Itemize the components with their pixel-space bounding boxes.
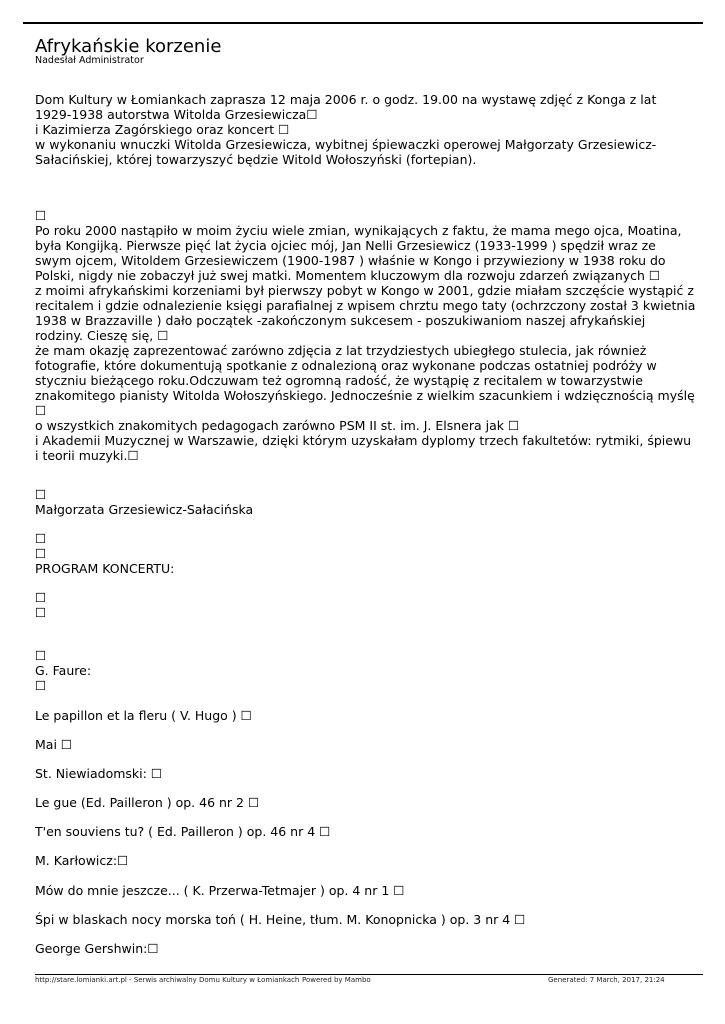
body-line: była Kongijką. Pierwsze pięć lat życia ojciec mój, Jan Nelli Grzesiewicz (1933-1999 ) spędził wraz ze [35, 238, 656, 253]
program-box: ☐ [35, 546, 47, 561]
program-box: ☐ [35, 648, 47, 663]
intro-line: w wykonaniu wnuczki Witolda Grzesiewicza, wybitnej śpiewaczki operowej Małgorzaty Grzesiewicz- [35, 137, 657, 152]
body-line: z moimi afrykańskimi korzeniami był pierwszy pobyt w Kongo w 2001, gdzie miałam szczęście wystąpić z [35, 283, 694, 298]
footer-source-link[interactable]: http://stare.lomianki.art.pl - Serwis archiwalny Domu Kultury w Łomiankach [35, 976, 300, 984]
body-line: i Akademii Muzycznej w Warszawie, dzięki którym uzyskałam dyplomy trzech fakultetów: rytmiki, śpiewu [35, 433, 692, 448]
body-line: 1938 w Brazzaville ) dało początek -zakończonym sukcesem - poszukiwaniom naszej afrykańskiej [35, 313, 646, 328]
body-line: i teorii muzyki.☐ [35, 448, 139, 463]
footer-generated: Generated: 7 March, 2017, 21:24 [548, 976, 665, 984]
intro-line: i Kazimierza Zagórskiego oraz koncert ☐ [35, 122, 290, 137]
body-line: ☐ [35, 208, 47, 223]
program-composer: G. Faure: [35, 663, 92, 678]
program-item: Mów do mnie jeszcze... ( K. Przerwa-Tetmajer ) op. 4 nr 1 ☐ [35, 883, 405, 898]
footer-powered: Powered by Mambo [302, 976, 371, 984]
body-line: Po roku 2000 nastąpiło w moim życiu wiele zmian, wynikających z faktu, że mama mego ojca, Moatina, [35, 223, 682, 238]
intro-line: Dom Kultury w Łomiankach zaprasza 12 maja 2006 r. o godz. 19.00 na wystawę zdjęć z Konga z lat [35, 92, 657, 107]
top-rule [23, 22, 703, 24]
body-line: recitalem i gdzie odnalezienie księgi parafialnej z wpisem chrztu mego taty (ochrzczony został 3 kwietnia [35, 298, 696, 313]
signature-name: Małgorzata Grzesiewicz-Sałacińska [35, 502, 254, 517]
body-line: fotografie, które dokumentują spotkanie z odnalezioną oraz wykonane podczas ostatniej podróży w [35, 358, 657, 373]
program-box: ☐ [35, 531, 47, 546]
body-line: znakomitego pianisty Witolda Wołoszyńskiego. Jednocześnie z wielkim szacunkiem i wdzięcznością myślę [35, 388, 695, 403]
body-paragraph [35, 208, 695, 463]
program-box: ☐ [35, 678, 47, 693]
intro-paragraph [35, 92, 656, 167]
article-title: Afrykańskie korzenie [35, 36, 222, 57]
body-line: rodziny. Cieszę się, ☐ [35, 328, 169, 343]
article-author: Nadesłał Administrator [35, 55, 144, 66]
body-line: Polski, nigdy nie zobaczył już swej matki. Momentem kluczowym dla rozwoju zdarzeń związanych ☐ [35, 268, 661, 283]
program-box: ☐ [35, 605, 47, 620]
program-item: Śpi w blaskach nocy morska toń ( H. Heine, tłum. M. Konopnicka ) op. 3 nr 4 ☐ [35, 912, 526, 927]
body-line: ☐ [35, 403, 47, 418]
program-item: Mai ☐ [35, 737, 73, 752]
signature-box: ☐ [35, 487, 47, 502]
intro-line: Sałacińskiej, której towarzyszyć będzie Witold Wołoszyński (fortepian). [35, 152, 477, 167]
program-item: George Gershwin:☐ [35, 941, 159, 956]
body-line: styczniu bieżącego roku.Odczuwam też ogromną radość, że wystąpię z recitalem w towarzystwie [35, 373, 643, 388]
program-item: St. Niewiadomski: ☐ [35, 766, 163, 781]
program-item: Le gue (Ed. Pailleron ) op. 46 nr 2 ☐ [35, 795, 260, 810]
program-box: ☐ [35, 590, 47, 605]
program-item: T'en souviens tu? ( Ed. Pailleron ) op. 46 nr 4 ☐ [35, 824, 331, 839]
body-line: swym ojcem, Witoldem Grzesiewiczem (1900-1987 ) właśnie w Kongo i przywieziony w 1938 roku do [35, 253, 666, 268]
intro-line: 1929-1938 autorstwa Witolda Grzesiewicza☐ [35, 107, 318, 122]
body-line: że mam okazję zaprezentować zarówno zdjęcia z lat trzydziestych ubiegłego stulecia, jak również [35, 343, 647, 358]
program-heading: PROGRAM KONCERTU: [35, 561, 175, 576]
body-line: o wszystkich znakomitych pedagogach zarówno PSM II st. im. J. Elsnera jak ☐ [35, 418, 520, 433]
program-item: M. Karłowicz:☐ [35, 853, 129, 868]
program-item: Le papillon et la fleru ( V. Hugo ) ☐ [35, 708, 252, 723]
footer-rule [35, 974, 703, 975]
